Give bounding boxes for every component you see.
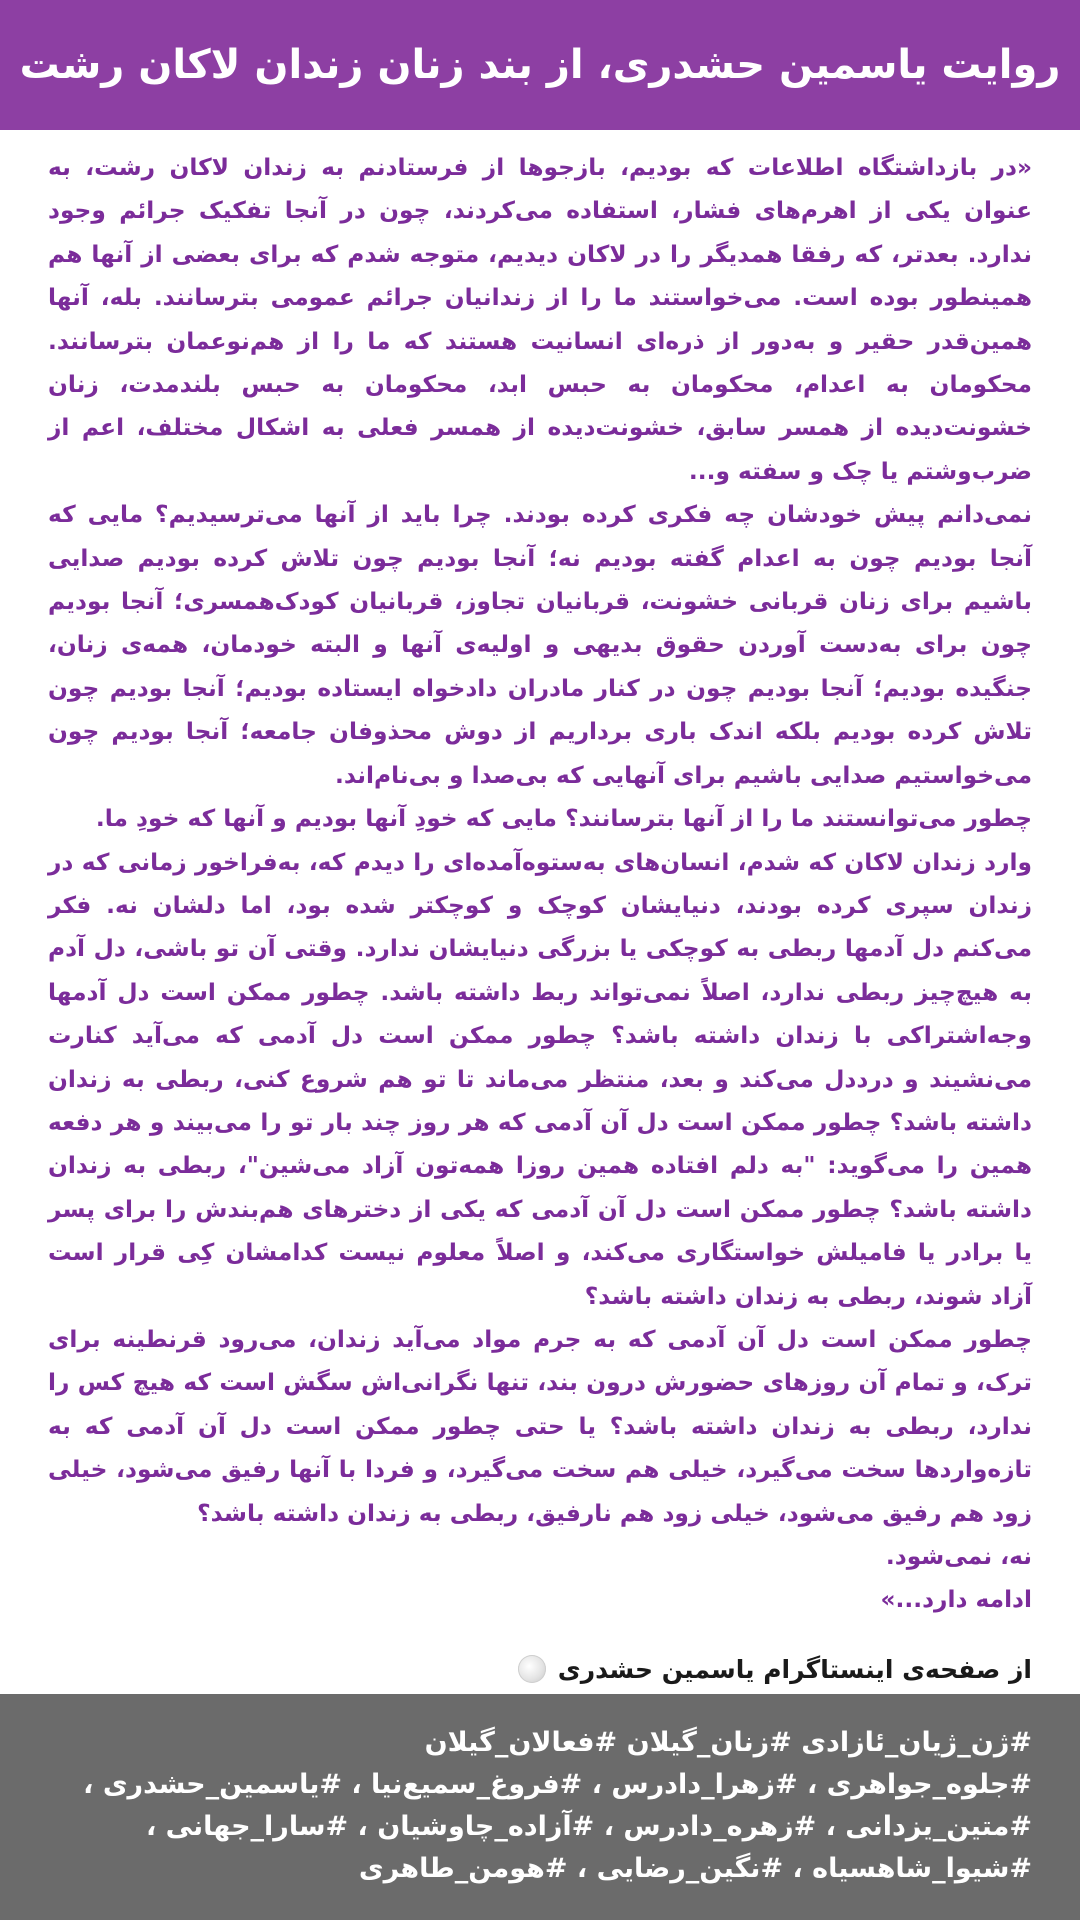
paragraph: «در بازداشتگاه اطلاعات که بودیم، بازجوها از فرستادنم به زندان لاکان رشت، به عنوان یکی از اهرم‌های فشار، استفاده می‌کردند، چون در آنجا تفکیک جرائم وجود ندارد. بعدتر، که رفقا همدیگر را در لاکان دیدیم، متوجه شدم که برای بعضی از آنها هم همینطور بوده است. می‌خواستند ما را از زندانیان جرائم عمومی بترسانند. بله، آنها همین‌قدر حقیر و به‌دور از ذره‌ای انسانیت هستند که ما را از هم‌نوعمان بترسانند. محکومان به اعدام، محکومان به حبس ابد، محکومان به حبس بلندمدت، زنان خشونت‌دیده از همسر سابق، خشونت‌دیده از همسر فعلی به اشکال مختلف، اعم از ضرب‌وشتم یا چک و سفته و...: [48, 154, 1032, 485]
paragraph: ادامه دارد...»: [880, 1586, 1032, 1614]
hashtag-list: [32, 1722, 1032, 1890]
hashtag-line: #شیوا_شاهسیاه ، #نگین_رضایی ، #هومن_طاهری: [358, 1853, 1032, 1884]
paragraph: وارد زندان لاکان که شدم، انسان‌های به‌ستوه‌آمده‌ای را دیدم که، به‌فراخور زمانی که در زندان سپری کرده بودند، دنیایشان کوچک و کوچکتر شده بود، اما دلشان نه. فکر می‌کنم دل آدمها ربطی به کوچکی یا بزرگی دنیایشان ندارد. وقتی آن تو باشی، دل آدم به هیچ‌چیز ربطی ندارد، اصلاً نمی‌تواند ربط داشته باشد. چطور ممکن است دل آدمها وجه‌اشتراکی با زندان داشته باشد؟ چطور ممکن است دل آدمی که می‌آید کنارت می‌نشیند و درددل می‌کند و بعد، منتظر می‌ماند تا تو هم شروع کنی، ربطی به زندان داشته باشد؟ چطور ممکن است دل آن آدمی که هر روز چند بار تو را می‌بیند و هر دفعه همین را می‌گوید: "به دلم افتاده همین روزا همه‌تون آزاد می‌شین"، ربطی به زندان داشته باشد؟ چطور ممکن است دل آن آدمی که یکی از دخترهای هم‌بندش را برای پسر یا برادر یا فامیلش خواستگاری می‌کند، و اصلاً معلوم نیست کدامشان کِی قرار است آزاد شوند، ربطی به زندان داشته باشد؟: [48, 848, 1032, 1310]
page-title: روایت یاسمین حشدری، از بند زنان زندان لاکان رشت: [19, 42, 1061, 88]
hashtag-line: #متین_یزدانی ، #زهره_دادرس ، #آزاده_چاوشیان ، #سارا_جهانی ،: [146, 1811, 1032, 1842]
paragraph: نمی‌دانم پیش خودشان چه فکری کرده بودند. چرا باید از آنها می‌ترسیدیم؟ مایی که آنجا بودیم چون به اعدام گفته بودیم نه؛ آنجا بودیم چون تلاش کرده بودیم صدایی باشیم برای زنان قربانی خشونت، قربانیان تجاوز، قربانیان کودک‌همسری؛ آنجا بودیم چون برای به‌دست آوردن حقوق بدیهی و اولیه‌ی آنها و البته خودمان، همه‌ی زنان، جنگیده بودیم؛ آنجا بودیم چون در کنار مادران دادخواه ایستاده بودیم؛ آنجا بودیم چون تلاش کرده بودیم بلکه اندک باری برداریم از دوش محذوفان جامعه؛ آنجا بودیم چون می‌خواستیم صدایی باشیم برای آنهایی که بی‌صدا و بی‌نام‌اند.: [48, 501, 1032, 789]
source-text: از صفحه‌ی اینستاگرام یاسمین حشدری: [557, 1654, 1032, 1684]
article-body: [48, 146, 1032, 1622]
hashtag-line: #جلوه_جواهری ، #زهرا_دادرس ، #فروغ_سمیع‌نیا ، #یاسمین_حشدری ،: [83, 1769, 1032, 1800]
paragraph: چطور ممکن است دل آن آدمی که به جرم مواد می‌آید زندان، می‌رود قرنطینه برای ترک، و تمام آن روزهای حضورش درون بند، تنها نگرانی‌اش سگش است که هیچ کس را ندارد، ربطی به زندان داشته باشد؟ یا حتی چطور ممکن است دل آن آدمی که به تازه‌واردها سخت می‌گیرد، خیلی هم سخت می‌گیرد، و فردا با آنها رفیق می‌شود، خیلی زود هم رفیق می‌شود، خیلی زود هم نارفیق، ربطی به زندان داشته باشد؟: [48, 1325, 1032, 1527]
hashtag-line: #ژن_ژیان_ئازادی #زنان_گیلان #فعالان_گیلان: [424, 1727, 1032, 1758]
title-banner: [0, 0, 1080, 130]
paragraph: چطور می‌توانستند ما را از آنها بترسانند؟ مایی که خودِ آنها بودیم و آنها که خودِ ما.: [95, 805, 1032, 833]
hashtag-footer: [0, 1694, 1080, 1920]
instagram-bullet-icon: [518, 1655, 546, 1683]
paragraph: نه، نمی‌شود.: [885, 1543, 1032, 1570]
source-attribution: [518, 1646, 1032, 1692]
